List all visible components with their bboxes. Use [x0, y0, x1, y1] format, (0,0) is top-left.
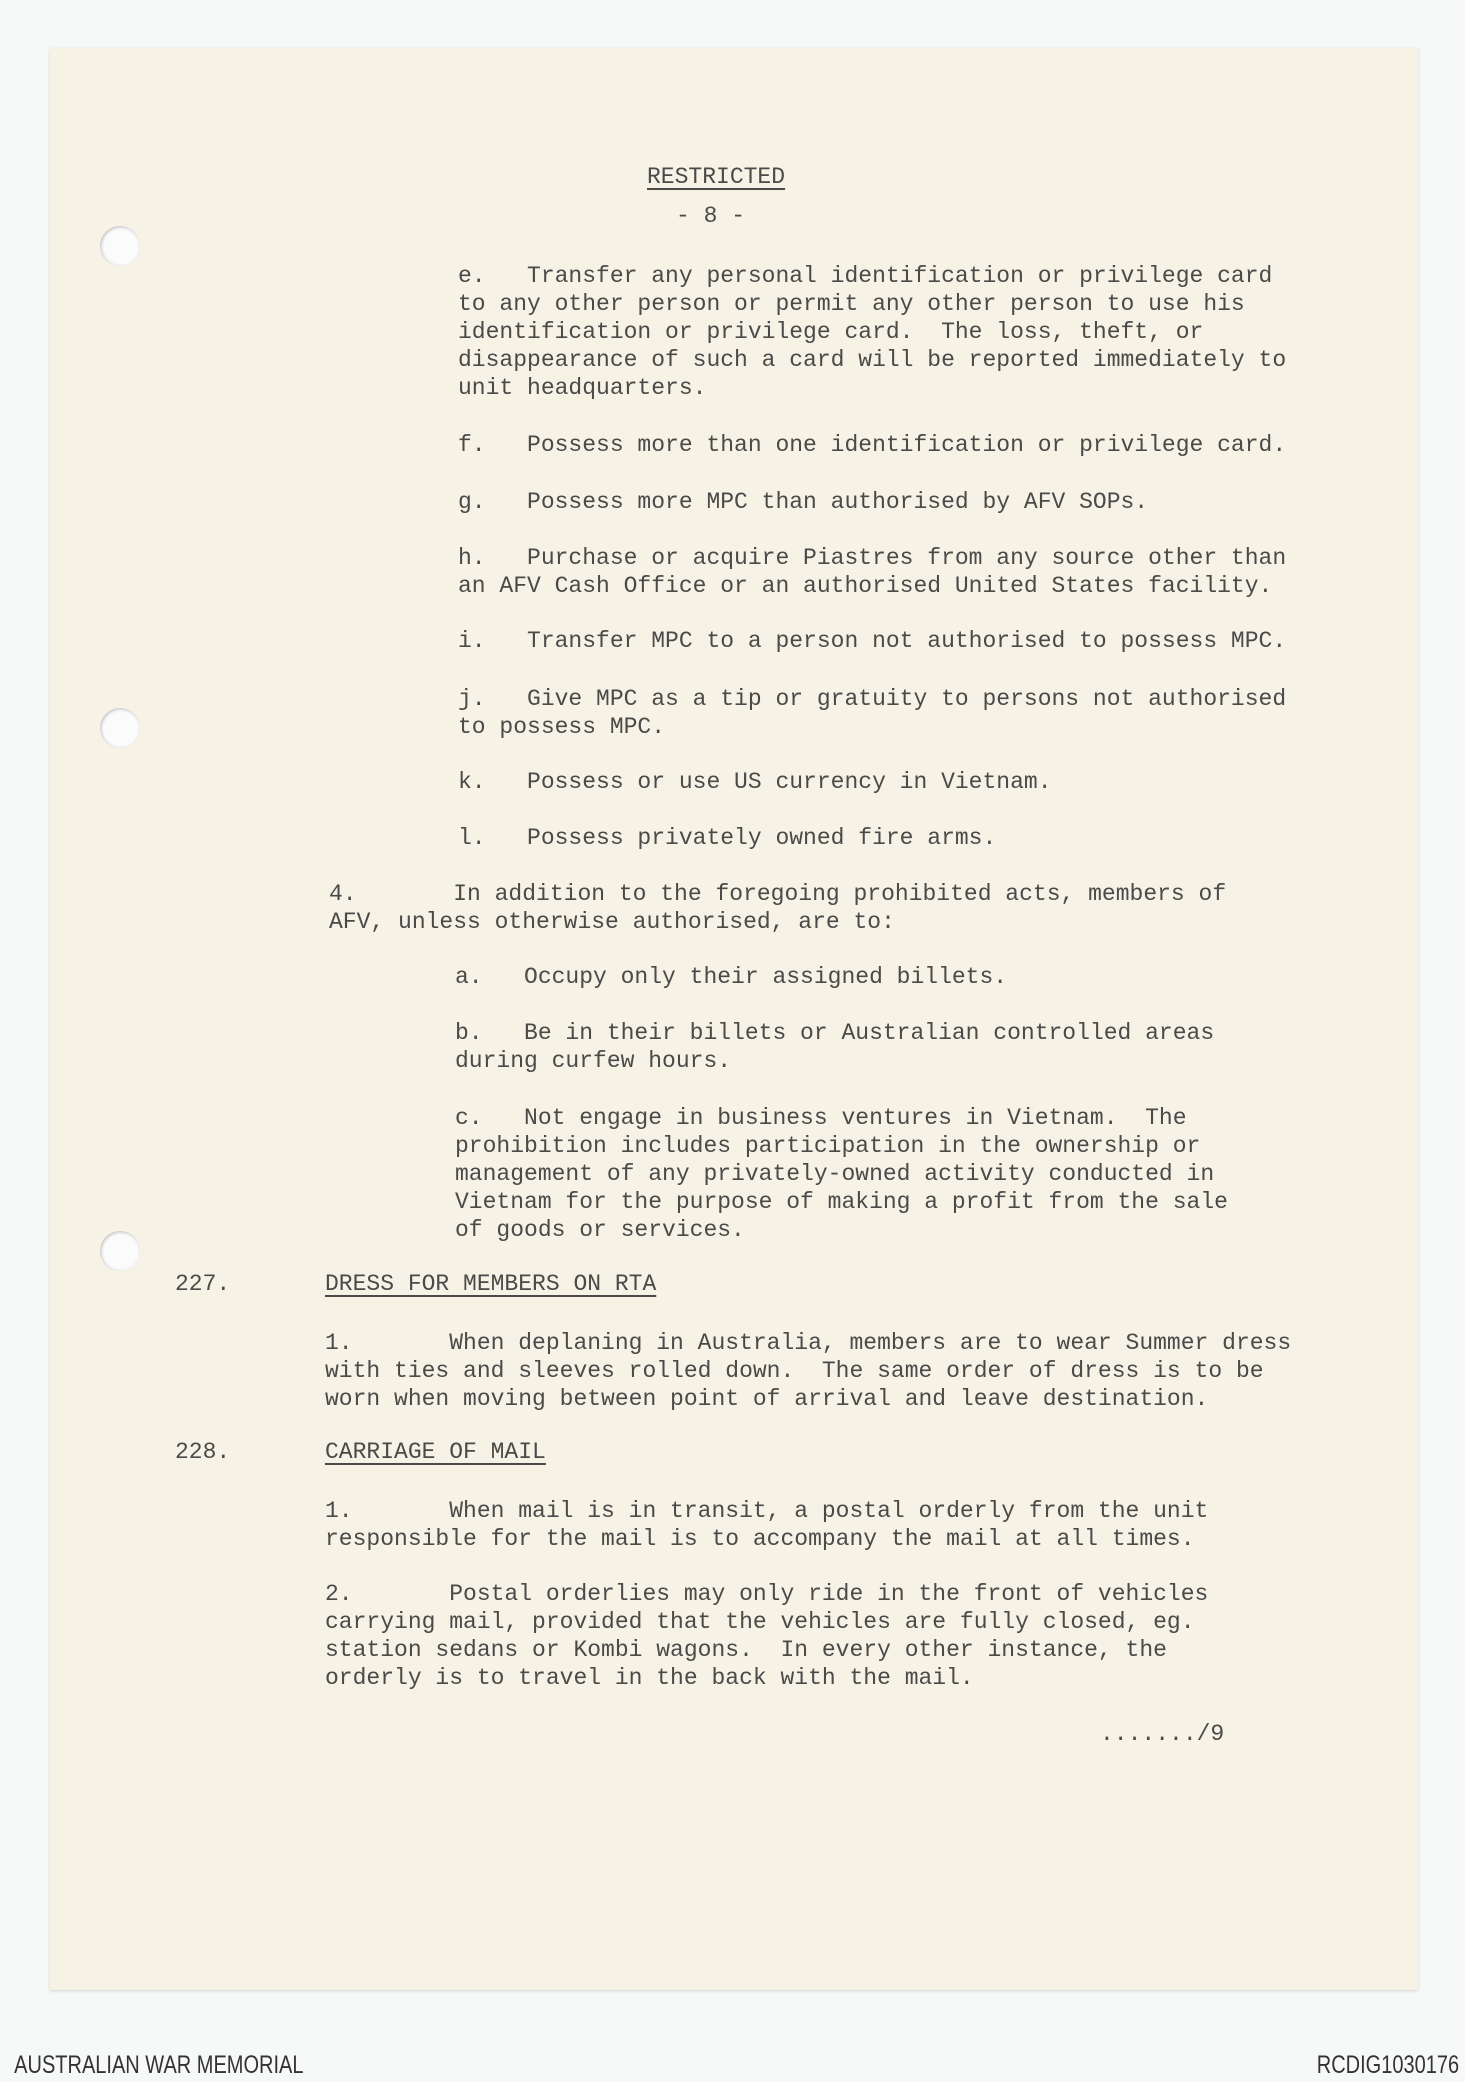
- text-line: an AFV Cash Office or an authorised United States facility.: [458, 573, 1273, 599]
- punch-hole: [100, 1231, 140, 1271]
- section-number-228: 228.: [175, 1439, 231, 1465]
- section-number-227: 227.: [175, 1271, 231, 1297]
- text-line: f. Possess more than one identification or privilege card.: [458, 432, 1287, 458]
- text-line: with ties and sleeves rolled down. The same order of dress is to be: [325, 1358, 1264, 1384]
- paragraph-4: [329, 880, 1226, 936]
- page-number: - 8 -: [676, 203, 746, 229]
- text-line: to possess MPC.: [458, 714, 666, 740]
- paragraph-i: [458, 627, 1286, 655]
- text-line: l. Possess privately owned fire arms.: [458, 825, 997, 851]
- text-line: of goods or services.: [455, 1217, 745, 1243]
- text-line: during curfew hours.: [455, 1048, 732, 1074]
- text-line: unit headquarters.: [458, 375, 707, 401]
- paragraph-b: [455, 1019, 1214, 1075]
- punch-hole: [100, 226, 140, 266]
- text-line: g. Possess more MPC than authorised by AFV SOPs.: [458, 489, 1149, 515]
- text-line: 4. In addition to the foregoing prohibited acts, members of: [329, 881, 1227, 907]
- paragraph-l: [458, 824, 996, 852]
- paragraph-228-2: [325, 1580, 1208, 1692]
- text-line: h. Purchase or acquire Piastres from any source other than: [458, 545, 1287, 571]
- text-line: management of any privately-owned activity conducted in: [455, 1161, 1215, 1187]
- text-line: identification or privilege card. The loss, theft, or: [458, 319, 1204, 345]
- section-heading-227: DRESS FOR MEMBERS ON RTA: [325, 1271, 657, 1297]
- text-line: responsible for the mail is to accompany the mail at all times.: [325, 1526, 1195, 1552]
- continuation-marker: ......./9: [1100, 1721, 1225, 1747]
- text-line: Vietnam for the purpose of making a profit from the sale: [455, 1189, 1228, 1215]
- paragraph-a: [455, 963, 1007, 991]
- text-line: 1. When deplaning in Australia, members are to wear Summer dress: [325, 1330, 1292, 1356]
- paragraph-j: [458, 685, 1286, 741]
- text-line: station sedans or Kombi wagons. In every other instance, the: [325, 1637, 1167, 1663]
- paragraph-k: [458, 768, 1052, 796]
- paragraph-228-1: [325, 1497, 1208, 1553]
- paragraph-g: [458, 488, 1148, 516]
- text-line: 1. When mail is in transit, a postal orderly from the unit: [325, 1498, 1209, 1524]
- text-line: orderly is to travel in the back with the mail.: [325, 1665, 974, 1691]
- paragraph-c: [455, 1104, 1228, 1244]
- text-line: AFV, unless otherwise authorised, are to:: [329, 909, 895, 935]
- paragraph-227-1: [325, 1329, 1291, 1413]
- text-line: b. Be in their billets or Australian controlled areas: [455, 1020, 1215, 1046]
- text-line: disappearance of such a card will be reported immediately to: [458, 347, 1287, 373]
- paragraph-f: [458, 431, 1286, 459]
- text-line: a. Occupy only their assigned billets.: [455, 964, 1008, 990]
- paragraph-e: [458, 262, 1286, 402]
- text-line: prohibition includes participation in the ownership or: [455, 1133, 1201, 1159]
- punch-hole: [100, 708, 140, 748]
- text-line: k. Possess or use US currency in Vietnam.: [458, 769, 1052, 795]
- footer-record-id: RCDIG1030176: [1316, 2051, 1460, 2079]
- text-line: i. Transfer MPC to a person not authorised to possess MPC.: [458, 628, 1287, 654]
- text-line: 2. Postal orderlies may only ride in the front of vehicles: [325, 1581, 1209, 1607]
- text-line: j. Give MPC as a tip or gratuity to persons not authorised: [458, 686, 1287, 712]
- text-line: c. Not engage in business ventures in Vietnam. The: [455, 1105, 1187, 1131]
- classification-marking: RESTRICTED: [647, 164, 786, 190]
- footer-institution: AUSTRALIAN WAR MEMORIAL: [14, 2051, 304, 2079]
- text-line: carrying mail, provided that the vehicles are fully closed, eg.: [325, 1609, 1195, 1635]
- text-line: e. Transfer any personal identification or privilege card: [458, 263, 1273, 289]
- text-line: worn when moving between point of arrival and leave destination.: [325, 1386, 1209, 1412]
- text-line: to any other person or permit any other person to use his: [458, 291, 1245, 317]
- paragraph-h: [458, 544, 1286, 600]
- section-heading-228: CARRIAGE OF MAIL: [325, 1439, 546, 1465]
